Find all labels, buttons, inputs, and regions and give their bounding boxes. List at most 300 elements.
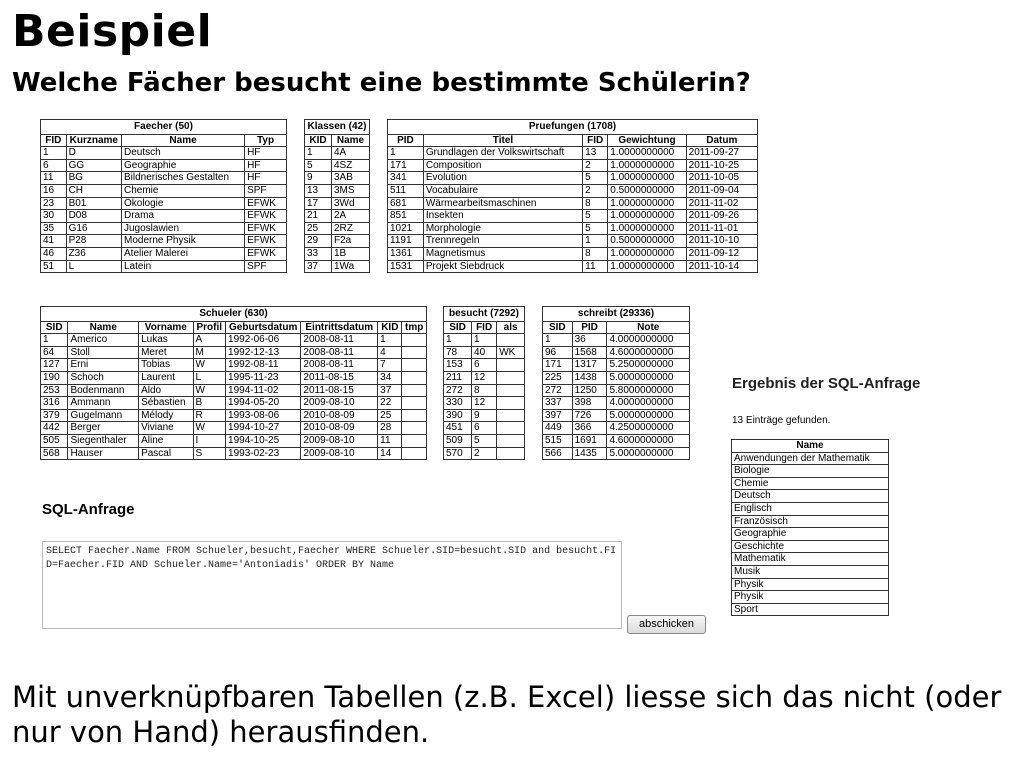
table-cell: S [193,447,225,460]
table-cell: Biologie [732,465,889,478]
table-cell: 5.0000000000 [607,447,690,460]
table-cell: 451 [444,422,472,435]
table-cell: 46 [41,247,67,260]
table-cell: 5 [305,159,332,172]
table-cell: Morphologie [423,222,582,235]
table-cell: 1.0000000000 [608,260,686,273]
table-cell: 21 [305,210,332,223]
table-cell: 1361 [388,247,424,260]
table-cell: 272 [444,384,472,397]
sql-query-textarea[interactable]: SELECT Faecher.Name FROM Schueler,besucht,Faecher WHERE Schueler.SID=besucht.SID and besucht.FID=Faecher.FID AND Schueler.Name='Antoniadis' ORDER BY Name [42,541,622,629]
table-cell: 3AB [332,172,370,185]
table-row [444,434,525,447]
table-cell: 171 [543,359,573,372]
table-cell: 2009-08-10 [301,447,378,460]
column-header: SID [41,321,68,334]
column-header: PID [572,321,607,334]
table-cell: CH [66,184,121,197]
table-cell: Latein [122,260,245,273]
table-row [543,422,690,435]
table-cell: 566 [543,447,573,460]
table-cell: Aldo [139,384,193,397]
table-cell: Gugelmann [68,409,139,422]
table-cell: EFWK [245,210,287,223]
table-cell: 2011-11-01 [686,222,757,235]
table-cell: Bodenmann [68,384,139,397]
table-cell: 570 [444,447,472,460]
table-cell [402,447,427,460]
column-header: FID [472,321,497,334]
table-cell: 5 [583,172,608,185]
table-cell: WK [497,346,525,359]
table-cell [497,359,525,372]
table-cell: 851 [388,210,424,223]
table-cell: 366 [572,422,607,435]
table-cell: W [193,384,225,397]
table-cell: 1250 [572,384,607,397]
table-cell: 1 [444,334,472,347]
table-cell: 190 [41,371,68,384]
table-cell: 5.0000000000 [607,371,690,384]
table-row [444,422,525,435]
table-cell: Deutsch [732,490,889,503]
table-row [305,159,370,172]
table-cell: 253 [41,384,68,397]
table-cell: 1995-11-23 [226,371,301,384]
table-cell: 9 [472,409,497,422]
table-cell: 211 [444,371,472,384]
column-header: Vorname [139,321,193,334]
table-cell [402,434,427,447]
table-header-row [388,134,758,147]
table-cell: Deutsch [122,147,245,160]
table-row [444,371,525,384]
column-header: KID [305,134,332,147]
table-cell: 1 [378,334,402,347]
table-cell: 4.0000000000 [607,334,690,347]
table-cell: L [66,260,121,273]
table-cell: 2008-08-11 [301,346,378,359]
table-cell: 398 [572,397,607,410]
faecher-table [40,119,287,273]
table-cell: Evolution [423,172,582,185]
table-row [41,222,287,235]
table-cell: 272 [543,384,573,397]
table-row [388,184,758,197]
table-cell: Grundlagen der Volkswirtschaft [423,147,582,160]
table-row [305,172,370,185]
table-cell: G16 [66,222,121,235]
table-cell [402,346,427,359]
table-cell: 379 [41,409,68,422]
table-cell: 225 [543,371,573,384]
table-row [444,397,525,410]
table-cell: 2011-11-02 [686,197,757,210]
table-cell: 3MS [332,184,370,197]
table-cell: Geographie [732,528,889,541]
table-cell: Atelier Malerei [122,247,245,260]
table-cell: EFWK [245,222,287,235]
table-row [388,147,758,160]
table-header-row [41,321,427,334]
table-cell [402,334,427,347]
table-row [732,528,889,541]
table-row [732,465,889,478]
table-cell: 2011-10-14 [686,260,757,273]
table-row [41,197,287,210]
table-cell: 13 [583,147,608,160]
table-header-row [41,134,287,147]
table-row [388,197,758,210]
table-cell: Erni [68,359,139,372]
table-cell: D [66,147,121,160]
column-header: Titel [423,134,582,147]
table-cell: Wärmearbeitsmaschinen [423,197,582,210]
table-cell: 2008-08-11 [301,334,378,347]
table-cell [497,409,525,422]
table-cell: D08 [66,210,121,223]
faecher-caption: Faecher (50) [40,119,287,134]
table-cell: 316 [41,397,68,410]
table-cell: Ammann [68,397,139,410]
table-row [732,477,889,490]
table-cell: Anwendungen der Mathematik [732,452,889,465]
table-row [41,147,287,160]
table-row [732,578,889,591]
table-cell: EFWK [245,197,287,210]
table-cell: 2008-08-11 [301,359,378,372]
table-cell: 1435 [572,447,607,460]
table-cell: 2010-08-09 [301,422,378,435]
table-row [41,210,287,223]
column-header: als [497,321,525,334]
table-row [732,502,889,515]
table-row [732,515,889,528]
table-cell: 1.0000000000 [608,247,686,260]
table-header-row [732,440,889,453]
table-header-row [444,321,525,334]
table-cell: M [193,346,225,359]
table-cell [497,397,525,410]
table-cell: HF [245,159,287,172]
table-cell [497,434,525,447]
table-cell: 5 [583,210,608,223]
column-header: FID [41,134,67,147]
table-cell: 337 [543,397,573,410]
table-cell: 1993-02-23 [226,447,301,460]
table-cell: 1191 [388,235,424,248]
table-cell: Mathematik [732,553,889,566]
table-row [305,147,370,160]
table-cell: 1994-05-20 [226,397,301,410]
table-cell: 4 [378,346,402,359]
table-row [41,184,287,197]
table-row [444,384,525,397]
table-cell: Viviane [139,422,193,435]
table-cell: Laurent [139,371,193,384]
table-cell [402,359,427,372]
pruefungen-caption: Pruefungen (1708) [387,119,758,134]
table-row [41,359,427,372]
table-cell: Trennregeln [423,235,582,248]
table-cell: 2011-09-04 [686,184,757,197]
table-cell: Z36 [66,247,121,260]
table-row [305,184,370,197]
schueler-table [40,306,427,460]
table-cell: HF [245,172,287,185]
table-cell: 449 [543,422,573,435]
table-cell: Chemie [732,477,889,490]
table-cell: Physik [732,578,889,591]
table-header-row [543,321,690,334]
table-cell: Geschichte [732,540,889,553]
table-header-row [305,134,370,147]
table-cell: W [193,359,225,372]
table-cell: 64 [41,346,68,359]
table-cell: SPF [245,260,287,273]
table-cell [497,371,525,384]
table-cell: 5 [583,222,608,235]
table-cell: 8 [583,197,608,210]
submit-button[interactable]: abschicken [627,615,706,634]
table-cell: 11 [378,434,402,447]
table-cell: Physik [732,591,889,604]
table-cell: Schoch [68,371,139,384]
table-cell: 1 [305,147,332,160]
table-cell: Composition [423,159,582,172]
table-cell: 341 [388,172,424,185]
table-cell: 22 [378,397,402,410]
table-cell: HF [245,147,287,160]
table-cell: Mélody [139,409,193,422]
table-cell: 1992-12-13 [226,346,301,359]
table-cell: 1 [583,235,608,248]
table-cell: Meret [139,346,193,359]
table-row [305,235,370,248]
table-cell: 1 [41,147,67,160]
table-row [444,447,525,460]
table-cell: 36 [572,334,607,347]
table-row [732,565,889,578]
column-header: Eintrittsdatum [301,321,378,334]
table-cell: 12 [472,371,497,384]
column-header: Name [68,321,139,334]
table-cell: Pascal [139,447,193,460]
table-cell: 35 [41,222,67,235]
table-row [543,359,690,372]
table-cell: 1994-11-02 [226,384,301,397]
table-row [543,397,690,410]
table-cell: 509 [444,434,472,447]
table-row [41,371,427,384]
table-row [41,334,427,347]
table-cell: 5 [472,434,497,447]
table-cell [402,384,427,397]
column-header: Name [122,134,245,147]
table-cell: Americo [68,334,139,347]
table-cell: 12 [472,397,497,410]
besucht-table [443,306,525,460]
table-row [305,210,370,223]
table-cell: 1 [472,334,497,347]
table-cell: 568 [41,447,68,460]
column-header: SID [543,321,573,334]
table-cell: 1317 [572,359,607,372]
table-row [41,384,427,397]
table-row [305,260,370,273]
table-cell: 2 [583,184,608,197]
table-cell: GG [66,159,121,172]
table-cell: 5.8000000000 [607,384,690,397]
besucht-caption: besucht (7292) [443,306,525,321]
column-header: Gewichtung [608,134,686,147]
schreibt-table [542,306,690,460]
table-cell: Chemie [122,184,245,197]
table-cell [497,422,525,435]
klassen-table [304,119,370,273]
table-row [543,434,690,447]
table-cell: 9 [305,172,332,185]
page-title: Beispiel [12,6,213,57]
table-cell [497,334,525,347]
table-cell: Hauser [68,447,139,460]
table-cell: B01 [66,197,121,210]
table-cell: 30 [41,210,67,223]
table-row [388,159,758,172]
table-cell: 1.0000000000 [608,159,686,172]
page-subtitle: Welche Fächer besucht eine bestimmte Schülerin? [12,68,751,98]
table-cell: 1531 [388,260,424,273]
table-cell: 1568 [572,346,607,359]
table-row [732,553,889,566]
table-cell: Drama [122,210,245,223]
table-row [388,222,758,235]
sql-heading: SQL-Anfrage [42,501,135,518]
table-cell: 4.2500000000 [607,422,690,435]
table-cell [402,422,427,435]
table-cell: 4SZ [332,159,370,172]
table-cell: 96 [543,346,573,359]
table-cell: 4.6000000000 [607,346,690,359]
result-table [731,439,889,616]
table-cell: 1992-08-11 [226,359,301,372]
table-cell: 1438 [572,371,607,384]
table-cell [497,384,525,397]
table-row [543,334,690,347]
table-row [732,540,889,553]
table-row [543,384,690,397]
table-cell: Siegenthaler [68,434,139,447]
table-cell: Sébastien [139,397,193,410]
table-row [41,409,427,422]
table-cell: Ökologie [122,197,245,210]
table-cell: 34 [378,371,402,384]
table-cell: 37 [378,384,402,397]
table-cell: 5.0000000000 [607,409,690,422]
table-cell: F2a [332,235,370,248]
table-cell: 8 [472,384,497,397]
table-cell: 2011-09-27 [686,147,757,160]
table-cell: 2009-08-10 [301,434,378,447]
table-cell: 51 [41,260,67,273]
table-cell: Geographie [122,159,245,172]
table-cell: 1.0000000000 [608,172,686,185]
table-cell: 37 [305,260,332,273]
table-cell: 681 [388,197,424,210]
table-row [543,371,690,384]
table-row [444,409,525,422]
table-cell: EFWK [245,235,287,248]
table-cell [402,371,427,384]
table-cell: 33 [305,247,332,260]
table-cell: BG [66,172,121,185]
table-cell: 2011-10-10 [686,235,757,248]
table-cell: 40 [472,346,497,359]
column-header: tmp [402,321,427,334]
table-cell: 127 [41,359,68,372]
table-cell: 29 [305,235,332,248]
table-cell: 6 [472,422,497,435]
table-cell: 726 [572,409,607,422]
column-header: Kurzname [66,134,121,147]
table-cell: I [193,434,225,447]
table-row [41,447,427,460]
table-cell [402,397,427,410]
table-cell: SPF [245,184,287,197]
table-cell: P28 [66,235,121,248]
table-cell: 11 [583,260,608,273]
table-cell: 1993-08-06 [226,409,301,422]
table-row [444,359,525,372]
table-cell: Sport [732,603,889,616]
table-cell: 23 [41,197,67,210]
table-cell: 4.6000000000 [607,434,690,447]
table-cell: 171 [388,159,424,172]
table-cell: 2RZ [332,222,370,235]
table-row [543,346,690,359]
column-header: PID [388,134,424,147]
table-cell: 1 [543,334,573,347]
table-cell: 2 [583,159,608,172]
table-row [305,197,370,210]
table-cell: 78 [444,346,472,359]
table-row [41,247,287,260]
table-cell: 4.0000000000 [607,397,690,410]
result-heading: Ergebnis der SQL-Anfrage [732,375,921,392]
column-header: Typ [245,134,287,147]
table-cell: 1B [332,247,370,260]
table-cell: Französisch [732,515,889,528]
table-cell: 515 [543,434,573,447]
column-header: Profil [193,321,225,334]
table-cell: 1691 [572,434,607,447]
table-cell: 330 [444,397,472,410]
table-cell: Stoll [68,346,139,359]
table-cell: 1994-10-25 [226,434,301,447]
table-cell: R [193,409,225,422]
table-row [388,172,758,185]
table-cell: 2011-08-15 [301,384,378,397]
table-cell: 390 [444,409,472,422]
schreibt-caption: schreibt (29336) [542,306,690,321]
table-row [305,222,370,235]
table-cell: 25 [378,409,402,422]
table-cell: 1992-06-06 [226,334,301,347]
table-cell: Jugoslawien [122,222,245,235]
table-cell: L [193,371,225,384]
table-row [444,346,525,359]
table-cell: Projekt Siebdruck [423,260,582,273]
